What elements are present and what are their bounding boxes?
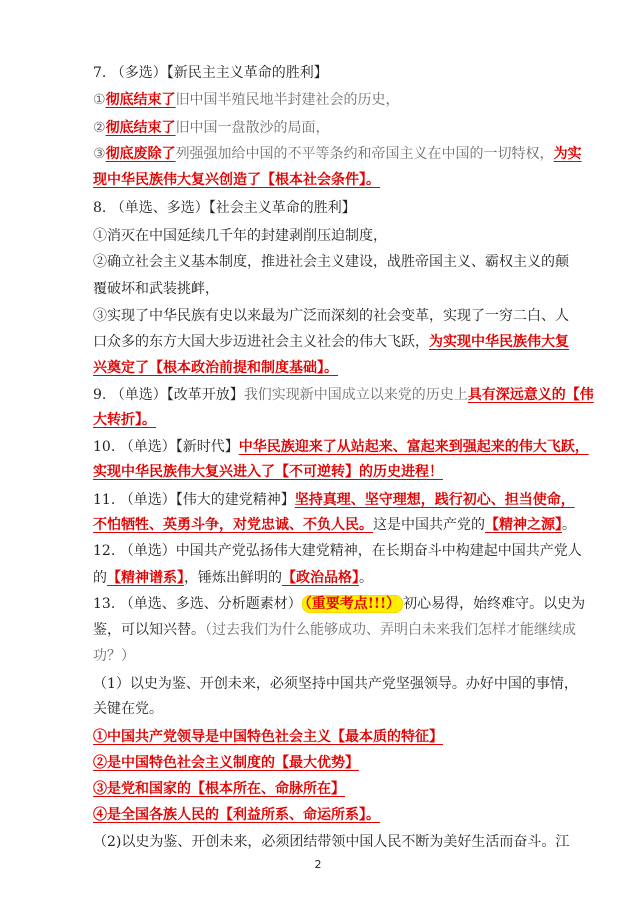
text-line [93, 252, 586, 272]
text-segment: 覆破坏和武装挑衅， [93, 281, 219, 297]
text-line [93, 63, 586, 83]
text-line [93, 358, 586, 378]
text-segment: 初心易得，始终难守。以史为 [403, 596, 586, 612]
text-segment: 坚持真理、坚守理想，践行初心、担当使命， [294, 492, 575, 508]
text-line [93, 462, 586, 482]
text-segment: 口众多的东方大国大步迈进社会主义社会的伟大飞跃， [93, 334, 429, 350]
text-segment: 中华民族迎来了从站起来、富起来到强起来的伟大飞跃， [238, 439, 589, 455]
text-line [93, 279, 586, 299]
text-segment: 彻底结束了 [105, 92, 176, 108]
text-segment: （2)以史为鉴、开创未来，必须团结带领中国人民不断为美好生活而奋斗。江 [93, 834, 570, 850]
text-segment: 彻底结束了 [105, 120, 176, 136]
text-line [93, 332, 586, 352]
text-segment: 鉴，可以知兴替。 [93, 622, 205, 638]
text-segment: 不怕牺牲、英勇斗争，对党忠诚、不负人民。 [93, 517, 373, 533]
text-segment: 关键在党。 [93, 701, 163, 717]
text-segment: ②确立社会主义基本制度，推进社会主义建设，战胜帝国主义、霸权主义的颠 [93, 254, 569, 270]
text-line [93, 779, 586, 799]
text-line [93, 306, 586, 326]
text-line [93, 410, 586, 430]
text-segment: 现中华民族伟大复兴创造了【根本社会条件】。 [93, 172, 380, 188]
text-line [93, 385, 594, 405]
text-segment: （过去我们为什么能够成功、弄明白未来我们怎样才能继续成 [205, 622, 576, 638]
text-line [93, 699, 586, 719]
page-number: 2 [314, 858, 322, 871]
text-line [93, 515, 586, 535]
text-line [93, 674, 586, 694]
text-segment: 11. （单选）【伟大的建党精神】 [93, 492, 295, 508]
text-segment: 具有深远意义的【伟 [467, 387, 594, 403]
text-segment: ，锤炼出鲜明的 [184, 570, 282, 586]
text-segment: 为实 [553, 146, 582, 162]
text-line [93, 753, 586, 773]
text-segment: 我们实现新中国成立以来党的历史上 [243, 387, 468, 403]
text-segment: ③实现了中华民族有史以来最为广泛而深刻的社会变革，实现了一穷二白、人 [93, 308, 569, 324]
text-segment: 实现中华民族伟大复兴进入了【不可逆转】的历史进程！ [93, 464, 443, 480]
text-segment: 这是中国共产党的 [373, 517, 485, 533]
text-segment: ① [93, 92, 106, 108]
text-segment: 。 [359, 570, 373, 586]
text-segment: （重要考点!!!） [302, 595, 403, 613]
text-segment: 为实现中华民族伟大复 [429, 334, 569, 350]
text-line [93, 198, 586, 218]
text-line [93, 541, 586, 561]
text-segment: 9. （单选）【改革开放】 [93, 387, 244, 403]
text-line [93, 90, 586, 110]
text-segment: ② [93, 120, 106, 136]
text-segment: （1）以史为鉴、开创未来，必须坚持中国共产党坚强领导。办好中国的事情， [93, 676, 578, 692]
text-line [93, 620, 586, 640]
text-line [93, 568, 586, 588]
text-segment: 功？） [93, 648, 135, 664]
text-segment: 12. （单选）中国共产党弘扬伟大建党精神，在长期奋斗中构建起中国共产党人 [93, 543, 582, 559]
text-segment: 旧中国一盘散沙的局面， [175, 120, 330, 136]
text-line [93, 118, 586, 138]
text-segment: ③是党和国家的【根本所在、命脉所在】 [93, 781, 345, 797]
text-line [93, 832, 586, 852]
text-segment: ①消灭在中国延续几千年的封建剥削压迫制度， [93, 228, 387, 244]
text-segment: 【精神之源】 [485, 517, 562, 533]
text-segment: ①中国共产党领导是中国特色社会主义【最本质的特征】 [93, 729, 443, 745]
text-segment: 【政治品格】 [282, 570, 359, 586]
text-line [93, 226, 586, 246]
text-segment: ④是全国各族人民的【利益所系、命运所系】。 [93, 807, 380, 823]
text-segment: 旧中国半殖民地半封建社会的历史， [175, 92, 400, 108]
text-segment: 的 [93, 570, 107, 586]
text-segment: 【精神谱系】 [107, 570, 184, 586]
text-segment: 大转折】。 [93, 412, 156, 428]
text-segment: 7. （多选）【新民主主义革命的胜利】 [93, 65, 328, 81]
text-segment: 彻底废除了 [105, 146, 176, 162]
text-line [93, 646, 586, 666]
text-segment: 列强强加给中国的不平等条约和帝国主义在中国的一切特权， [175, 146, 554, 162]
text-line [93, 594, 586, 614]
text-line [93, 170, 586, 190]
text-segment: ②是中国特色社会主义制度的【最大优势】 [93, 755, 359, 771]
text-segment: 8. （单选、多选）【社会主义革命的胜利】 [93, 200, 356, 216]
text-line [93, 437, 589, 457]
text-line [93, 144, 586, 164]
text-line [93, 805, 586, 825]
text-segment: ③ [93, 146, 106, 162]
text-segment: 兴奠定了【根本政治前提和制度基础】。 [93, 360, 338, 376]
text-segment: 13. （单选、多选、分析题素材） [93, 596, 302, 612]
text-line [93, 490, 586, 510]
text-segment: 。 [562, 517, 576, 533]
text-line [93, 727, 586, 747]
text-segment: 10. （单选）【新时代】 [93, 439, 239, 455]
